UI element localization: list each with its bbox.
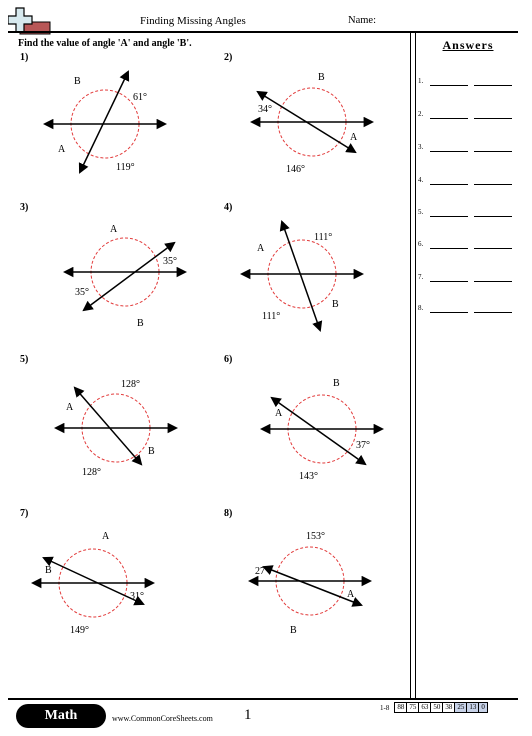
angle-label: A	[102, 531, 110, 542]
angle-label: A	[110, 224, 118, 235]
answer-number: 1.	[418, 77, 424, 85]
answer-blank-a[interactable]	[430, 184, 468, 185]
answer-number: 7.	[418, 273, 424, 281]
answer-blank-a[interactable]	[430, 248, 468, 249]
score-cell: 75	[406, 702, 419, 713]
answer-number: 3.	[418, 143, 424, 151]
score-strip	[380, 702, 488, 713]
problem-number: 1)	[20, 52, 29, 63]
answer-blank-b[interactable]	[474, 184, 512, 185]
answers-heading: Answers	[442, 38, 494, 52]
problem-5	[20, 354, 176, 478]
transversal-line	[80, 72, 128, 172]
angle-label: A	[58, 144, 66, 155]
answer-number: 8.	[418, 304, 424, 312]
problem-number: 4)	[224, 202, 233, 213]
angle-measure: 35°	[163, 256, 177, 267]
angle-label: A	[275, 408, 283, 419]
answer-row	[418, 174, 518, 186]
score-cell: 25	[454, 702, 467, 713]
answer-blank-a[interactable]	[430, 118, 468, 119]
angle-measure: 37°	[356, 440, 370, 451]
angle-measure: 111°	[314, 232, 333, 243]
answer-blank-b[interactable]	[474, 281, 512, 282]
page-number: 1	[244, 707, 252, 723]
angle-label: B	[137, 318, 144, 329]
angle-measure: 119°	[116, 162, 135, 173]
angle-measure: 34°	[258, 104, 272, 115]
angle-label: B	[332, 299, 339, 310]
angle-measure: 111°	[262, 311, 281, 322]
transversal-line	[75, 388, 141, 464]
angle-label: A	[66, 402, 74, 413]
problem-2	[224, 52, 372, 175]
problem-number: 6)	[224, 354, 233, 365]
problem-number: 5)	[20, 354, 29, 365]
answer-number: 6.	[418, 240, 424, 248]
answer-blank-a[interactable]	[430, 85, 468, 86]
angle-measure: 146°	[286, 164, 305, 175]
score-range: 1-8	[380, 703, 390, 712]
answer-number: 5.	[418, 208, 424, 216]
answer-blank-b[interactable]	[474, 312, 512, 313]
angle-label: B	[318, 72, 325, 83]
problem-4	[224, 202, 362, 330]
name-label: Name:	[348, 15, 376, 26]
answer-blank-b[interactable]	[474, 151, 512, 152]
answer-row	[418, 108, 518, 120]
problem-1	[20, 52, 165, 173]
angle-measure: 61°	[133, 92, 147, 103]
problem-number: 7)	[20, 508, 29, 519]
worksheet-title: Finding Missing Angles	[140, 15, 246, 27]
answer-blank-b[interactable]	[474, 118, 512, 119]
score-cell: 63	[418, 702, 431, 713]
answer-blank-b[interactable]	[474, 85, 512, 86]
angle-measure: 31°	[130, 591, 144, 602]
answer-row	[418, 206, 518, 218]
answer-row	[418, 75, 518, 87]
angle-label: B	[333, 378, 340, 389]
score-cell: 50	[430, 702, 443, 713]
score-cell: 0	[478, 702, 488, 713]
answer-blank-a[interactable]	[430, 281, 468, 282]
answer-blank-b[interactable]	[474, 248, 512, 249]
instructions: Find the value of angle 'A' and angle 'B'.	[18, 38, 192, 49]
brand-text: Math	[44, 708, 78, 723]
angle-measure: 143°	[299, 471, 318, 482]
answer-blank-a[interactable]	[430, 216, 468, 217]
angle-label: B	[74, 76, 81, 87]
transversal-line	[84, 243, 174, 310]
problem-6	[224, 354, 382, 482]
footer-rule	[8, 698, 518, 700]
answer-column-divider	[410, 33, 416, 698]
answer-row	[418, 271, 518, 283]
problem-7	[20, 508, 153, 636]
answer-number: 4.	[418, 176, 424, 184]
math-brand-badge	[16, 704, 106, 728]
answer-row	[418, 302, 518, 314]
transversal-line	[272, 398, 365, 464]
score-cell: 13	[466, 702, 479, 713]
angle-measure: 35°	[75, 287, 89, 298]
problem-number: 8)	[224, 508, 233, 519]
angle-measure: 128°	[121, 379, 140, 390]
problem-8	[224, 508, 370, 636]
angle-measure: 153°	[306, 531, 325, 542]
angle-label: A	[350, 132, 358, 143]
answer-blank-a[interactable]	[430, 312, 468, 313]
answer-row	[418, 238, 518, 250]
angle-label: B	[45, 565, 52, 576]
angle-measure: 149°	[70, 625, 89, 636]
angle-label: A	[257, 243, 265, 254]
angle-label: B	[290, 625, 297, 636]
score-cell: 38	[442, 702, 455, 713]
angle-label: A	[347, 589, 355, 600]
answer-number: 2.	[418, 110, 424, 118]
score-cell: 88	[394, 702, 407, 713]
problem-number: 3)	[20, 202, 29, 213]
angle-label: B	[148, 446, 155, 457]
angle-measure: 128°	[82, 467, 101, 478]
problem-3	[20, 202, 185, 329]
problem-number: 2)	[224, 52, 233, 63]
answer-blank-b[interactable]	[474, 216, 512, 217]
answer-row	[418, 141, 518, 153]
answer-blank-a[interactable]	[430, 151, 468, 152]
angle-measure: 27°	[255, 566, 269, 577]
site-url: www.CommonCoreSheets.com	[112, 714, 213, 723]
transversal-line	[44, 558, 143, 604]
